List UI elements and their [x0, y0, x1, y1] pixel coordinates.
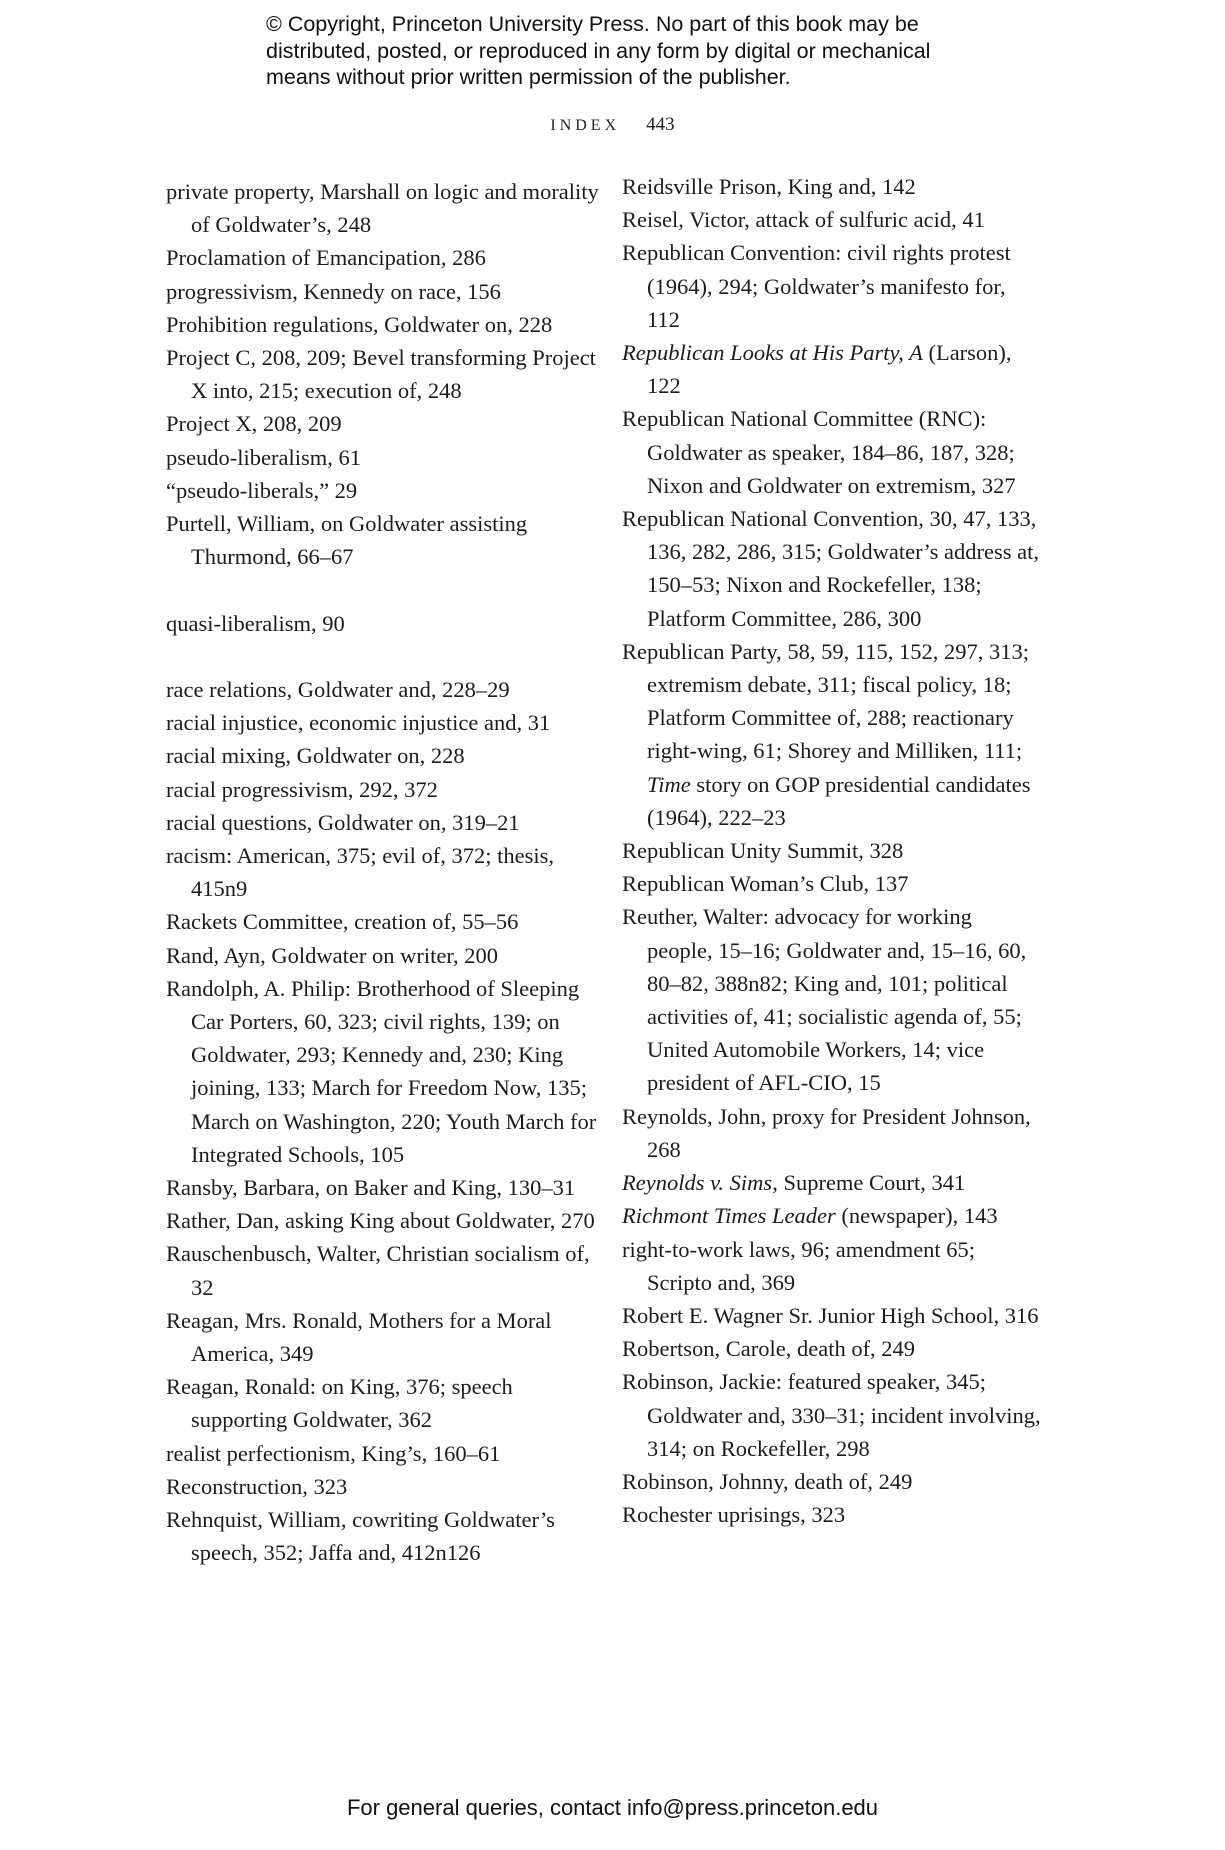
entry-text: Robertson, Carole, death of, 249	[622, 1336, 916, 1362]
index-entry	[166, 607, 606, 640]
entry-text: Reidsville Prison, King and, 142	[622, 174, 916, 199]
index-column-left	[166, 175, 606, 1570]
entry-text: Randolph, A. Philip: Brotherhood of Sleeping Car Porters, 60, 323; civil rights, 139; on Goldwater, 293; Kennedy and, 230; King joining, 133; March for Freedom Now, 135; March on Washington, 220; Youth March for Integrated Schools, 105	[166, 975, 597, 1167]
entry-text: (Larson), 122	[647, 340, 1012, 399]
index-entry	[622, 402, 1042, 502]
entry-title-italic: Reynolds v. Sims	[622, 1170, 773, 1196]
entry-text: Republican National Convention, 30, 47, 133, 136, 282, 286, 315; Goldwater’s address at, 150–53; Nixon and Rockefeller, 138; Platform Committee, 286, 300	[622, 506, 1040, 631]
index-entry	[166, 1470, 606, 1503]
index-entry	[622, 867, 1042, 900]
index-entry	[622, 170, 1042, 203]
entry-title-italic: Time	[647, 771, 691, 797]
entry-text: racial injustice, economic injustice and, 31	[166, 710, 551, 736]
entry-text: Republican Woman’s Club, 137	[622, 871, 909, 897]
entry-text: racial mixing, Goldwater on, 228	[166, 743, 465, 769]
section-label: INDEX	[550, 117, 621, 134]
entry-text: race relations, Goldwater and, 228–29	[166, 677, 510, 703]
entry-text: “pseudo-liberals,” 29	[166, 477, 358, 503]
index-entry	[622, 502, 1042, 635]
letter-gap	[166, 573, 606, 606]
index-entry	[166, 175, 606, 241]
entry-text: Rather, Dan, asking King about Goldwater, 270	[166, 1208, 595, 1234]
entry-text: quasi-liberalism, 90	[166, 610, 345, 636]
index-entry	[166, 241, 606, 274]
index-entry	[166, 1503, 606, 1569]
index-entry	[166, 905, 606, 938]
index-entry	[166, 474, 606, 507]
entry-text: , Supreme Court, 341	[772, 1170, 966, 1196]
index-entry	[166, 1237, 606, 1303]
entry-text: Rochester uprisings, 323	[622, 1502, 846, 1528]
index-entry	[166, 441, 606, 474]
entry-text: Project X, 208, 209	[166, 411, 342, 437]
entry-text: Purtell, William, on Goldwater assisting Thurmond, 66–67	[166, 511, 528, 570]
copyright-line: distributed, posted, or reproduced in any form by digital or mechanical	[266, 38, 931, 63]
index-entry	[622, 1498, 1042, 1531]
index-entry	[622, 203, 1042, 236]
index-entry	[622, 1233, 1042, 1299]
index-entry	[622, 635, 1042, 834]
index-entry	[166, 1370, 606, 1436]
index-entry	[622, 236, 1042, 336]
index-entry	[166, 407, 606, 440]
page-number: 443	[646, 114, 675, 135]
entry-text: Ransby, Barbara, on Baker and King, 130–31	[166, 1175, 576, 1201]
entry-text: Project C, 208, 209; Bevel transforming Project X into, 215; execution of, 248	[166, 345, 596, 404]
entry-text: Republican Party, 58, 59, 115, 152, 297, 313; extremism debate, 311; fiscal policy, 18; Platform Committee of, 288; reactionary right-wing, 61; Shorey and Milliken, 111;	[622, 638, 1030, 764]
index-entry	[166, 507, 606, 573]
index-entry	[622, 900, 1042, 1099]
index-entry	[166, 1437, 606, 1470]
index-entry	[622, 336, 1042, 402]
index-entry	[166, 275, 606, 308]
index-entry	[166, 706, 606, 739]
entry-text: racial progressivism, 292, 372	[166, 776, 438, 802]
index-entry	[166, 739, 606, 772]
index-entry	[166, 773, 606, 806]
index-entry	[166, 839, 606, 905]
index-entry	[166, 1304, 606, 1370]
entry-text: Reynolds, John, proxy for President Johnson, 268	[622, 1103, 1031, 1162]
index-entry	[622, 1299, 1042, 1332]
index-column-right	[622, 170, 1042, 1531]
index-entry	[166, 673, 606, 706]
footer-contact: For general queries, contact info@press.princeton.edu	[346, 1795, 879, 1820]
entry-text: Proclamation of Emancipation, 286	[166, 245, 486, 271]
entry-text: Republican Unity Summit, 328	[622, 838, 904, 864]
index-entry	[622, 1100, 1042, 1166]
index-entry	[166, 1204, 606, 1237]
entry-title-italic: Richmont Times Leader	[622, 1203, 836, 1229]
entry-text: Reconstruction, 323	[166, 1473, 348, 1499]
entry-text: Reuther, Walter: advocacy for working people, 15–16; Goldwater and, 15–16, 60, 80–82, 388n82; King and, 101; political activities of, 41; socialistic agenda of, 55; United Automobile Workers, 14; vice president of AFL-CIO, 15	[622, 904, 1027, 1096]
copyright-line: means without prior written permission of the publisher.	[266, 65, 791, 89]
copyright-notice	[266, 11, 1026, 91]
index-entry	[166, 308, 606, 341]
index-entry	[622, 1465, 1042, 1498]
index-entry	[622, 1332, 1042, 1365]
index-entry	[166, 341, 606, 407]
entry-text: Reagan, Mrs. Ronald, Mothers for a Moral America, 349	[166, 1307, 552, 1367]
entry-text: Reisel, Victor, attack of sulfuric acid, 41	[622, 207, 985, 233]
entry-text: Rehnquist, William, cowriting Goldwater’s speech, 352; Jaffa and, 412n126	[166, 1507, 555, 1566]
entry-text: racial questions, Goldwater on, 319–21	[166, 809, 520, 835]
index-entry	[622, 1166, 1042, 1199]
entry-text: Robinson, Jackie: featured speaker, 345; Goldwater and, 330–31; incident involving, 314; on Rockefeller, 298	[622, 1369, 1041, 1461]
entry-text: racism: American, 375; evil of, 372; thesis, 415n9	[166, 843, 555, 902]
entry-text: Republican National Committee (RNC): Goldwater as speaker, 184–86, 187, 328; Nixon and Goldwater on extremism, 327	[622, 406, 1016, 498]
index-entry	[166, 972, 606, 1171]
running-head	[0, 114, 1225, 136]
entry-text: Robinson, Johnny, death of, 249	[622, 1468, 913, 1494]
entry-text: private property, Marshall on logic and morality of Goldwater’s, 248	[166, 179, 599, 238]
entry-text: Rackets Committee, creation of, 55–56	[166, 909, 519, 935]
entry-text: realist perfectionism, King’s, 160–61	[166, 1440, 501, 1466]
index-entry	[622, 1199, 1042, 1232]
entry-text: Reagan, Ronald: on King, 376; speech supporting Goldwater, 362	[166, 1374, 513, 1433]
index-entry	[166, 806, 606, 839]
index-entry	[166, 1171, 606, 1204]
entry-text: pseudo-liberalism, 61	[166, 444, 361, 470]
entry-text: Rauschenbusch, Walter, Christian socialism of, 32	[166, 1241, 590, 1300]
entry-text: Prohibition regulations, Goldwater on, 228	[166, 311, 553, 337]
entry-title-italic: Republican Looks at His Party, A	[622, 340, 923, 366]
entry-text: Republican Convention: civil rights protest (1964), 294; Goldwater’s manifesto for, 112	[622, 240, 1011, 332]
index-entry	[622, 834, 1042, 867]
copyright-line: © Copyright, Princeton University Press. No part of this book may be	[266, 12, 919, 36]
entry-text: story on GOP presidential candidates (1964), 222–23	[647, 771, 1031, 830]
index-entry	[166, 939, 606, 972]
letter-gap	[166, 640, 606, 673]
entry-text: Rand, Ayn, Goldwater on writer, 200	[166, 942, 498, 968]
entry-text: (newspaper), 143	[835, 1203, 998, 1229]
entry-text: right-to-work laws, 96; amendment 65; Scripto and, 369	[622, 1236, 976, 1295]
index-entry	[622, 1365, 1042, 1465]
entry-text: Robert E. Wagner Sr. Junior High School, 316	[622, 1302, 1039, 1328]
entry-text: progressivism, Kennedy on race, 156	[166, 278, 501, 304]
